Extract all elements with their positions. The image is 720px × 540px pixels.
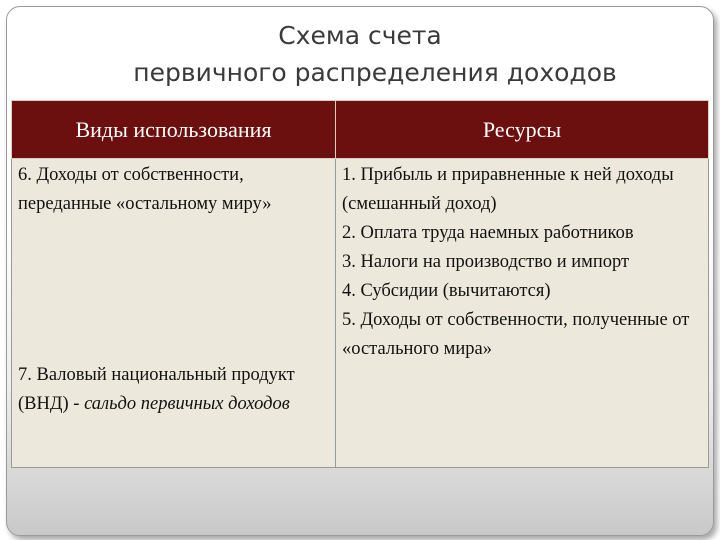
resource-item-3: 3. Налоги на производство и импорт <box>342 252 630 272</box>
table-header-row <box>12 101 709 159</box>
header-uses: Виды использования <box>12 101 336 159</box>
slide-title <box>7 17 713 91</box>
slide-frame <box>6 6 714 536</box>
header-resources: Ресурсы <box>336 101 709 159</box>
resources-cell <box>336 159 709 468</box>
table-row <box>12 159 709 468</box>
uses-item-6: 6. Доходы от собственности, переданные «остальному миру» <box>18 165 272 214</box>
title-line-2: первичного распределения доходов <box>133 58 617 87</box>
uses-cell <box>12 159 336 468</box>
uses-item-7 <box>18 361 329 419</box>
resource-item-5: 5. Доходы от собственности, полученные от «остального мира» <box>342 310 690 359</box>
resource-item-2: 2. Оплата труда наемных работников <box>342 223 634 243</box>
resource-item-4: 4. Субсидии (вычитаются) <box>342 281 551 301</box>
title-line-1: Схема счета <box>278 21 442 50</box>
uses-item-7-text: 7. Валовый национальный продукт (ВНД) - <box>18 365 295 414</box>
accounts-table <box>11 100 709 468</box>
resource-item-1: 1. Прибыль и приравненные к ней доходы (смешанный доход) <box>342 165 674 214</box>
uses-item-7-italic: сальдо первичных доходов <box>84 394 290 414</box>
